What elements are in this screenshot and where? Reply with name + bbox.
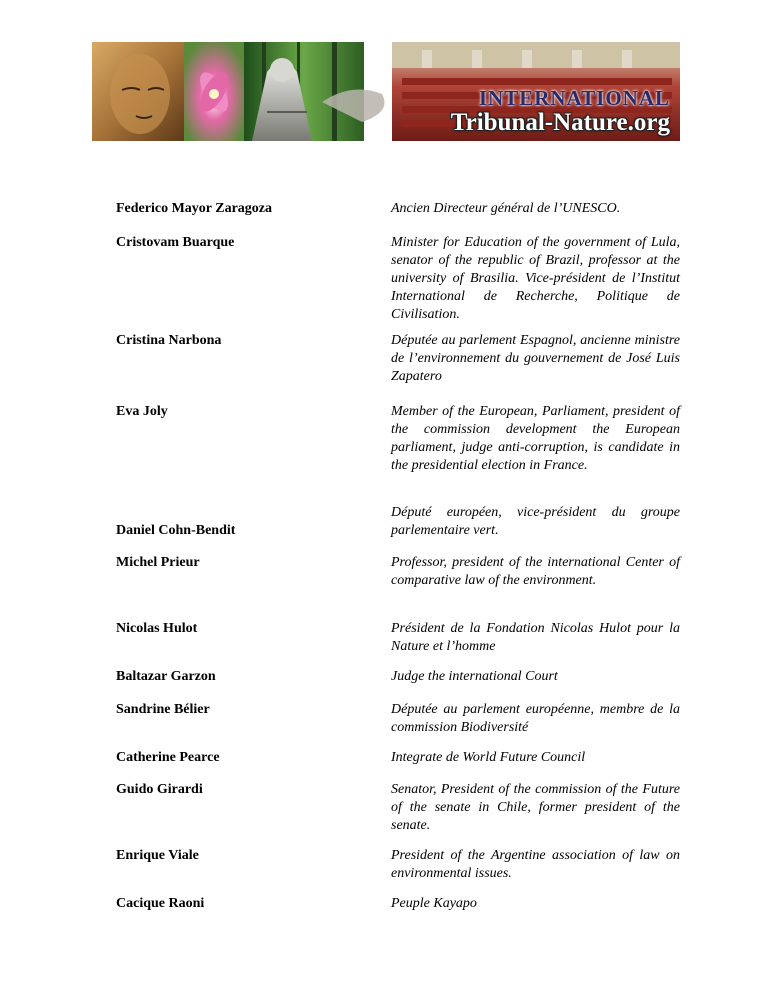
member-name: Enrique Viale <box>116 848 199 863</box>
member-entry <box>116 668 680 701</box>
member-role: Minister for Education of the government of Lula, senator of the republic of Brazil, professor at the university of Brasilia. Vice-président de l’Institut International de Recherche, Politique de Civilisation. <box>391 235 680 322</box>
member-name: Federico Mayor Zaragoza <box>116 201 273 216</box>
member-role: Judge the international Court <box>391 669 558 684</box>
member-entry <box>116 200 680 234</box>
brand-site-name-text: Tribunal-Nature.org <box>450 109 670 136</box>
member-role: Peuple Kayapo <box>391 896 477 911</box>
member-role: Députée au parlement européenne, membre de la commission Biodiversité <box>391 702 680 735</box>
member-name: Daniel Cohn-Bendit <box>116 523 236 538</box>
member-name: Sandrine Bélier <box>116 702 210 717</box>
member-role: Integrate de World Future Council <box>391 750 586 765</box>
member-name: Eva Joly <box>116 404 168 419</box>
brand-international-text: INTERNATIONAL <box>478 86 670 110</box>
member-entry <box>116 895 680 919</box>
member-name: Cristovam Buarque <box>116 235 235 250</box>
member-name: Cristina Narbona <box>116 333 222 348</box>
member-role: Senator, President of the commission of the Future of the senate in Chile, former president of the senate. <box>391 782 680 833</box>
member-entry <box>116 749 680 781</box>
member-name: Nicolas Hulot <box>116 621 198 636</box>
member-role: Député européen, vice-président du groupe parlementaire vert. <box>391 505 680 538</box>
member-name: Baltazar Garzon <box>116 669 216 684</box>
member-name: Catherine Pearce <box>116 750 220 765</box>
member-role: Member of the European, Parliament, president of the commission development the European parliament, judge anti-corruption, is candidate in the presidential election in France. <box>391 404 680 473</box>
member-entry <box>116 494 680 540</box>
member-role: Professor, president of the international Center of comparative law of the environment. <box>391 555 680 588</box>
member-role: Ancien Directeur général de l’UNESCO. <box>391 201 621 216</box>
member-entry <box>116 403 680 494</box>
member-entry <box>116 620 680 668</box>
header-banner <box>92 42 680 141</box>
member-entry <box>116 701 680 749</box>
member-role: Président de la Fondation Nicolas Hulot pour la Nature et l’homme <box>391 621 680 654</box>
member-entry <box>116 781 680 847</box>
members-list <box>116 200 680 919</box>
member-role: President of the Argentine association of law on environmental issues. <box>391 848 680 881</box>
member-role: Députée au parlement Espagnol, ancienne ministre de l’environnement du gouvernement de José Luis Zapatero <box>391 333 680 384</box>
member-entry <box>116 234 680 332</box>
member-entry <box>116 554 680 620</box>
member-name: Cacique Raoni <box>116 896 205 911</box>
member-entry <box>116 847 680 895</box>
member-entry <box>116 332 680 403</box>
member-name: Michel Prieur <box>116 555 200 570</box>
member-name: Guido Girardi <box>116 782 203 797</box>
